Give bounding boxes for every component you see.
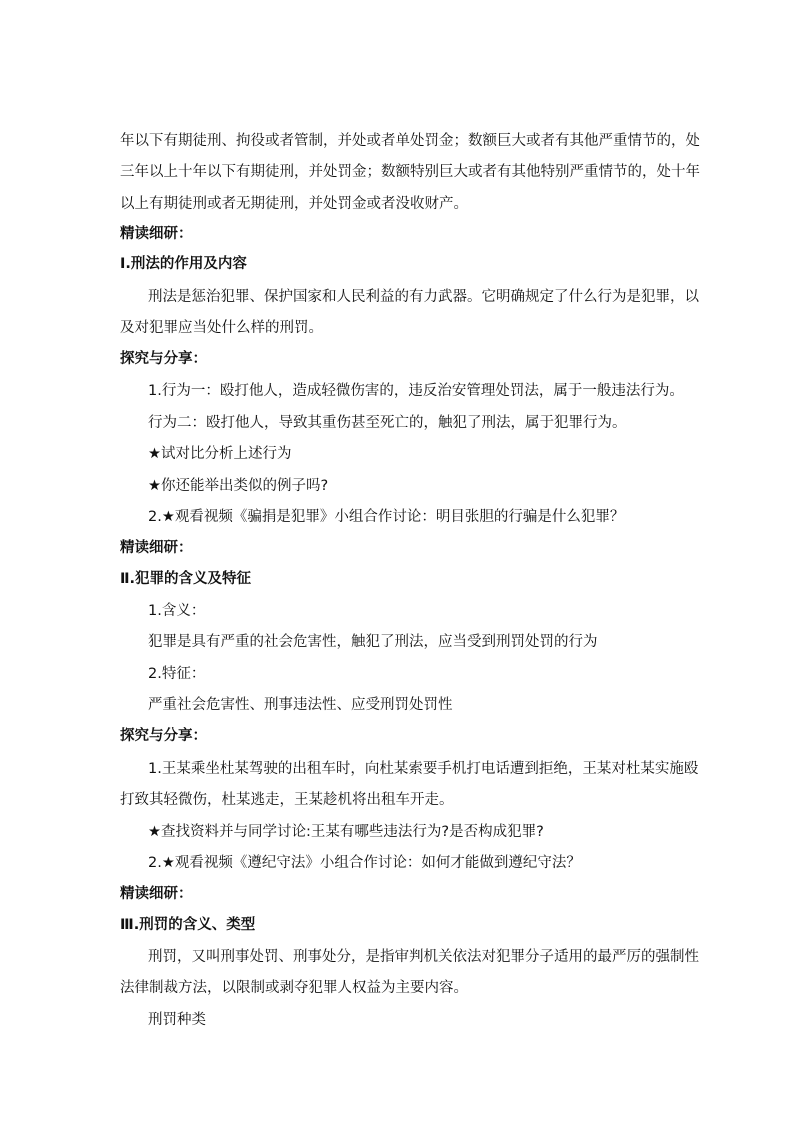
paragraph-line: 以上有期徒刑或者无期徒刑，并处罚金或者没收财产。 [120,196,468,212]
list-item: ★试对比分析上述行为 [148,446,292,462]
list-item: ★查找资料并与同学讨论:王某有哪些违法行为?是否构成犯罪? [148,824,544,840]
paragraph-line: 严重社会危害性、刑事违法性、应受刑罚处罚性 [148,697,453,713]
section-heading: 精读细研： [120,540,193,556]
list-item: 1.含义： [148,603,206,619]
paragraph-line: 打致其轻微伤，杜某逃走，王某趁机将出租车开走。 [120,792,454,808]
list-item: 行为二：殴打他人，导致其重伤甚至死亡的，触犯了刑法，属于犯罪行为。 [148,415,627,431]
list-item: 2.★观看视频《遵纪守法》小组合作讨论：如何才能做到遵纪守法？ [148,855,581,871]
section-title: Ⅲ.刑罚的含义、类型 [120,917,256,933]
paragraph-line: 刑法是惩治犯罪、保护国家和人民利益的有力武器。它明确规定了什么行为是犯罪，以 [148,289,699,305]
paragraph-line: 法律制裁方法，以限制或剥夺犯罪人权益为主要内容。 [120,980,468,996]
section-heading: 探究与分享： [120,351,207,367]
section-heading: 精读细研： [120,886,193,902]
section-heading: 精读细研： [120,226,193,242]
list-item: ★你还能举出类似的例子吗? [148,478,329,494]
list-item: 2.★观看视频《骗捐是犯罪》小组合作讨论：明目张胆的行骗是什么犯罪？ [148,509,625,525]
paragraph-line: 及对犯罪应当处什么样的刑罚。 [120,320,323,336]
section-title: Ⅱ.犯罪的含义及特征 [120,571,252,587]
paragraph-line: 刑罚种类 [148,1012,206,1028]
list-item: 2.特征： [148,666,206,682]
paragraph-line: 三年以上十年以下有期徒刑，并处罚金；数额特别巨大或者有其他特别严重情节的，处十年 [120,164,700,180]
section-title: Ⅰ.刑法的作用及内容 [120,256,247,272]
paragraph-line: 年以下有期徒刑、拘役或者管制，并处或者单处罚金；数额巨大或者有其他严重情节的，处 [120,133,700,149]
paragraph-line: 犯罪是具有严重的社会危害性，触犯了刑法，应当受到刑罚处罚的行为 [148,634,598,650]
paragraph-line: 刑罚，又叫刑事处罚、刑事处分，是指审判机关依法对犯罪分子适用的最严厉的强制性 [148,949,699,965]
list-item: 1.行为一：殴打他人，造成轻微伤害的，违反治安管理处罚法，属于一般违法行为。 [148,383,684,399]
section-heading: 探究与分享： [120,728,207,744]
list-item: 1.王某乘坐杜某驾驶的出租车时，向杜某索要手机打电话遭到拒绝，王某对杜某实施殴 [148,761,699,777]
